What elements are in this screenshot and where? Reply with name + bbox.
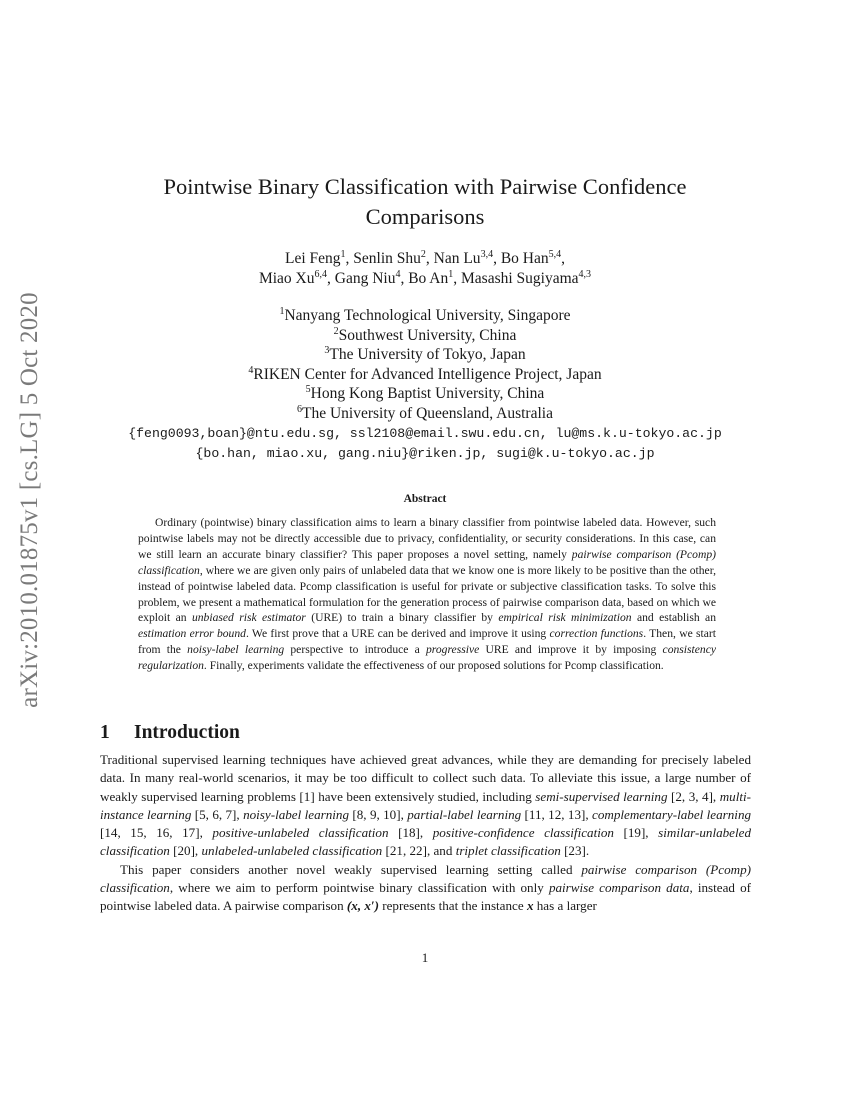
- abstract-emphasis: empirical risk minimization: [498, 611, 632, 625]
- citation-text: [11, 12, 13],: [521, 806, 593, 822]
- emphasis: noisy-label learning: [243, 806, 350, 822]
- intro-paragraph-1: [100, 751, 751, 861]
- emphasis: unlabeled-unlabeled classification: [201, 843, 383, 859]
- author-affiliation-mark: 4,3: [578, 269, 592, 280]
- author-name: Gang Niu: [334, 270, 396, 287]
- abstract-emphasis: noisy-label learning: [187, 643, 285, 657]
- paper-title: [100, 172, 750, 232]
- section-number: 1: [100, 722, 110, 743]
- abstract-text: URE and improve it by imposing: [479, 643, 663, 657]
- citation-text: [8, 9, 10],: [349, 806, 408, 822]
- section-heading-introduction: [100, 722, 240, 744]
- affiliation-item: [100, 365, 750, 385]
- affiliation-item: [100, 345, 750, 365]
- affiliation-item: [100, 306, 750, 326]
- emphasis: pairwise comparison (Pcomp) classification: [100, 861, 751, 896]
- email-line-1: {feng0093,boan}@ntu.edu.sg, ssl2108@email.swu.edu.cn, lu@ms.k.u-tokyo.ac.jp: [128, 426, 722, 441]
- abstract-text: and establish an: [631, 611, 716, 625]
- emphasis: pairwise comparison data: [548, 880, 690, 896]
- emphasis: positive-unlabeled classification: [212, 825, 389, 841]
- affiliation-list: [100, 306, 750, 424]
- abstract-emphasis: consistency regularization: [138, 643, 716, 673]
- affiliation-name: Hong Kong Baptist University, China: [310, 385, 545, 403]
- emphasis: multi-instance learning: [100, 788, 751, 822]
- emphasis: semi-supervised learning: [535, 788, 668, 804]
- emphasis: partial-label learning: [407, 806, 522, 822]
- abstract-text: . We first prove that a URE can be derived and improve it using: [245, 627, 550, 641]
- author-affiliation-mark: 1: [340, 249, 346, 260]
- abstract-text: . Finally, experiments validate the effectiveness of our proposed solutions for Pcomp classification.: [203, 659, 664, 673]
- email-line-2: {bo.han, miao.xu, gang.niu}@riken.jp, sugi@k.u-tokyo.ac.jp: [195, 445, 655, 461]
- abstract-body: [138, 515, 716, 674]
- abstract-text: perspective to introduce a: [284, 643, 426, 657]
- body-text: Traditional supervised learning techniques have achieved great advances, while they are demanding for precisely labeled data. In many real-world scenarios, it may be too difficult to collect such data. To alleviate this issue, a large number of weakly supervised learning problems [1] have been extensively studied, including: [100, 752, 751, 804]
- abstract-text: . Then, we start from the: [138, 627, 716, 657]
- math-variable: x: [526, 898, 534, 914]
- affiliation-name: RIKEN Center for Advanced Intelligence Project, Japan: [253, 365, 602, 383]
- citation-text: [19],: [613, 825, 659, 841]
- author-name: Senlin Shu: [353, 250, 421, 267]
- body-text: represents that the instance: [378, 898, 527, 914]
- author-name: Nan Lu: [433, 250, 481, 267]
- affiliation-number: 6: [297, 403, 303, 415]
- abstract-text: , where we are given only pairs of unlabeled data that we know one is more likely to be positive than the other, instead of pointwise labeled data. Pcomp classification is useful for private or subjective classification tasks. To solve this problem, we present a mathematical formulation for the generation process of pairwise comparison data, based on which we exploit an: [138, 563, 716, 625]
- author-emails: [90, 424, 760, 463]
- body-text: This paper considers another novel weakly supervised learning setting called: [120, 861, 582, 877]
- citation-text: [5, 6, 7],: [191, 806, 244, 822]
- abstract-emphasis: unbiased risk estimator: [191, 611, 306, 625]
- abstract-heading: Abstract: [403, 493, 447, 505]
- author-name: Miao Xu: [258, 270, 315, 287]
- affiliation-name: Southwest University, China: [338, 326, 517, 344]
- author-name: Lei Feng: [285, 250, 341, 267]
- affiliation-number: 1: [279, 306, 285, 317]
- author-line-2: Miao Xu$^{6,4}$, Gang Niu$^4$, Bo An$^1$, Masashi Sugiyama$^{4,3}$: [258, 269, 592, 287]
- citation-text: [20],: [169, 843, 202, 859]
- author-affiliation-mark: 4: [395, 269, 401, 280]
- author-line-1: Lei Feng$^1$, Senlin Shu$^2$, Nan Lu$^{3,4}$, Bo Han$^{5,4}$,: [285, 249, 565, 267]
- author-affiliation-mark: 1: [448, 269, 454, 280]
- citation-text: [21, 22], and: [382, 843, 456, 859]
- emphasis: triplet classification: [455, 843, 561, 859]
- affiliation-number: 3: [324, 345, 330, 357]
- body-text: , instead of pointwise labeled data. A pairwise comparison: [100, 880, 751, 914]
- author-name: Bo An: [408, 270, 449, 287]
- abstract-emphasis: correction functions: [549, 627, 644, 641]
- emphasis: complementary-label learning: [592, 806, 752, 822]
- affiliation-number: 4: [248, 364, 254, 376]
- affiliation-item: [100, 384, 750, 404]
- page-number: 1: [421, 950, 429, 965]
- affiliation-name: Nanyang Technological University, Singapore: [284, 307, 571, 324]
- intro-paragraph-2: [100, 861, 751, 916]
- abstract-text: Ordinary (pointwise) binary classification aims to learn a binary classifier from pointwise labeled data. However, such pointwise labels may not be directly accessible due to privacy, confidentiality, or security considerations. In this case, can we still learn an accurate binary classifier? This paper proposes a novel setting, namely: [138, 516, 716, 561]
- body-text: , where we aim to perform pointwise binary classification with only: [169, 880, 549, 896]
- emphasis: positive-confidence classification: [432, 825, 614, 841]
- author-affiliation-mark: 5,4: [548, 249, 562, 260]
- author-affiliation-mark: 3,4: [480, 249, 494, 260]
- citation-text: [18],: [388, 825, 433, 841]
- author-list: [100, 249, 750, 289]
- abstract-emphasis: progressive: [426, 643, 480, 657]
- paper-title-line-2: Comparisons: [365, 204, 485, 229]
- affiliation-name: The University of Tokyo, Japan: [329, 346, 526, 364]
- author-name: Bo Han: [500, 250, 549, 267]
- author-affiliation-mark: 6,4: [314, 269, 327, 280]
- citation-text: [23].: [560, 843, 590, 859]
- arxiv-identifier-text: arXiv:2010.01875v1 [cs.LG] 5 Oct 2020: [16, 292, 43, 708]
- math-pair: (x, x′): [346, 898, 379, 914]
- citation-text: [14, 15, 16, 17],: [100, 825, 213, 841]
- abstract-text: (URE) to train a binary classifier by: [305, 611, 499, 625]
- section-title: Introduction: [134, 722, 240, 743]
- emphasis: similar-unlabeled classification: [100, 825, 751, 859]
- affiliation-number: 5: [305, 384, 311, 396]
- abstract-emphasis: estimation error bound: [138, 627, 246, 641]
- introduction-body: [100, 751, 751, 916]
- citation-text: [2, 3, 4],: [667, 788, 720, 804]
- author-name: Masashi Sugiyama: [461, 270, 579, 287]
- author-affiliation-mark: 2: [420, 249, 426, 260]
- paper-title-line-1: Pointwise Binary Classification with Pairwise Confidence: [163, 174, 687, 199]
- body-text: has a larger: [533, 898, 597, 914]
- abstract-emphasis: pairwise comparison (Pcomp) classification: [138, 547, 716, 577]
- affiliation-number: 2: [333, 325, 339, 337]
- arxiv-identifier-stamp: [8, 250, 52, 750]
- affiliation-name: The University of Queensland, Australia: [302, 404, 553, 422]
- affiliation-item: [100, 404, 750, 424]
- affiliation-item: [100, 326, 750, 346]
